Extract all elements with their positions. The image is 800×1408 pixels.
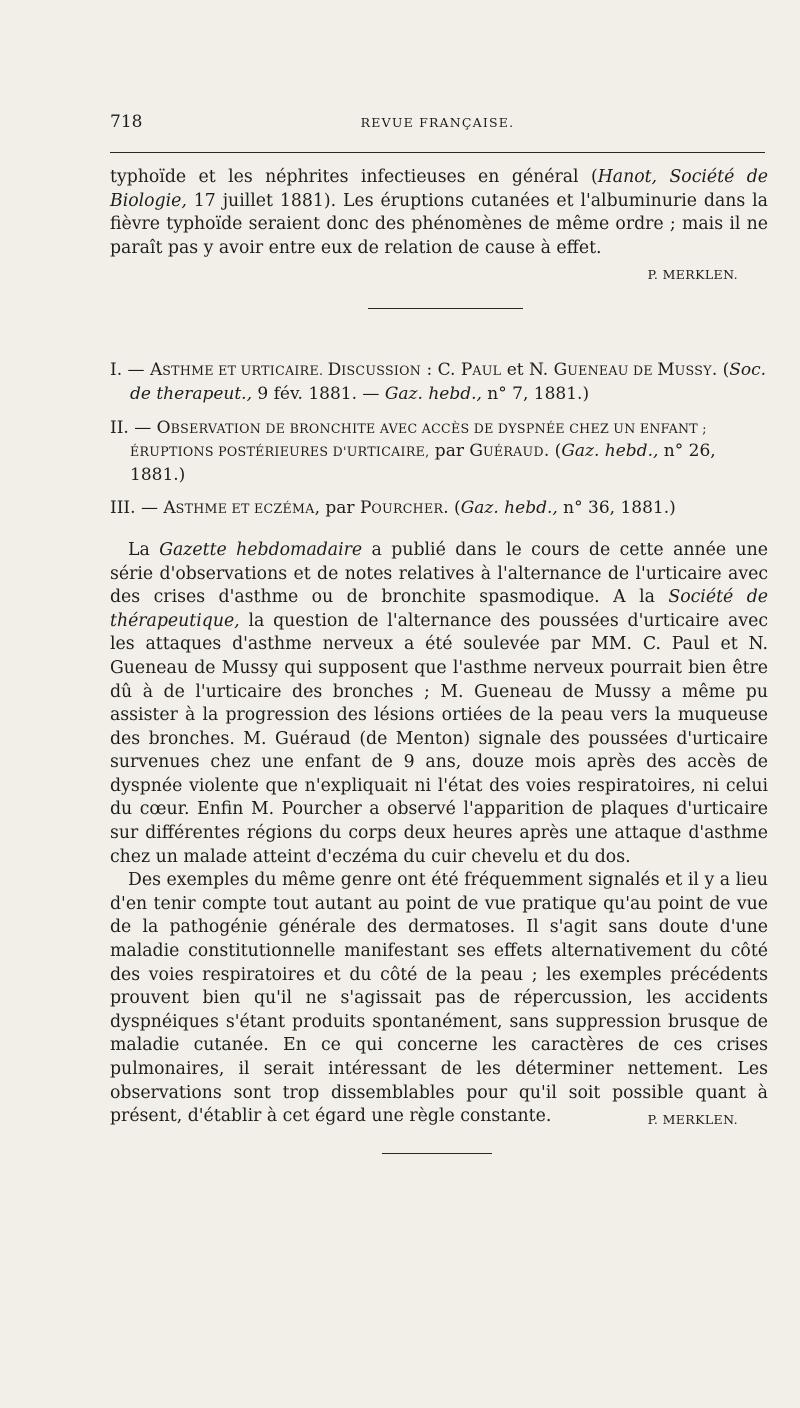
article-body	[110, 166, 768, 1154]
signature-1: P. MERKLEN.	[647, 267, 738, 283]
ref-1-o: 9 fév. 1881. —	[251, 383, 385, 404]
paragraph-3	[110, 869, 768, 1129]
ref-1-p: Gaz. hebd.,	[384, 383, 482, 404]
ref-3-h: n° 36, 1881.)	[557, 498, 676, 519]
ref-1-q: n° 7, 1881.)	[481, 383, 590, 404]
p1-text-2: 17 juillet 1881). Les éruptions cutanées et l'albuminurie dans la fièvre typhoïde seraient donc des phénomènes de même ordre ; mais il ne paraît pas y avoir entre eux de relation de cause à effet.	[110, 190, 768, 258]
ref-1-g: AUL	[472, 363, 502, 379]
ref-3-e: OURCHER	[371, 501, 444, 517]
ref-1-n: Soc. de therapeut.,	[130, 360, 767, 404]
ref-3-b: STHME ET ECZÉMA	[175, 501, 315, 517]
ref-2-d: G	[469, 441, 483, 462]
reference-list	[110, 359, 768, 521]
ref-1-c: D	[327, 360, 342, 381]
ref-3-a: A	[163, 498, 176, 519]
ref-1-a: A	[149, 360, 163, 381]
p2-journal-title: Gazette hebdomadaire	[159, 539, 363, 560]
reference-2	[110, 417, 768, 488]
ref-1-m: . (	[711, 360, 730, 381]
ref-1-number: I. —	[110, 360, 150, 381]
ref-1-h: et N.	[501, 360, 554, 381]
ref-2-e: UÉRAUD	[482, 444, 544, 460]
header-rule	[110, 152, 765, 153]
ref-1-l: USSY	[674, 363, 712, 379]
ref-2-number: II. —	[110, 417, 157, 438]
ref-3-c: , par	[314, 498, 360, 519]
ref-3-g: Gaz. hebd.,	[460, 498, 558, 519]
ref-2-c: par	[429, 441, 470, 462]
p1-citation: Hanot, Société de Biologie,	[110, 167, 768, 211]
reference-3	[110, 497, 768, 521]
p2-text-3: la question de l'alternance des poussées d'urticaire avec les attaques d'asthme nerveux a été soulevée par MM. C. Paul et N. Gueneau de Mussy qui supposent que l'asthme nerveux pourrait bien être dû à de l'urticaire des bronches ; M. Gueneau de Mussy a même pu assister à la progression des lésions ortiées de la peau vers la muqueuse des bronches. M. Guéraud (de Menton) signale des poussées d'urticaire survenues chez une enfant de 9 ans, douze mois après des accès de dyspnée violente que n'expliquait ni l'état des voies respiratoires, ni celui du cœur. Enfin M. Pourcher a observé l'apparition de plaques d'urticaire sur différentes régions du corps deux heures après une attaque d'asthme chez un malade atteint d'eczéma du cuir chevelu et du dos.	[110, 610, 768, 867]
ref-2-a: O	[156, 417, 171, 438]
ref-2-h: n° 26, 1881.)	[130, 441, 716, 485]
ref-1-k: M	[657, 360, 675, 381]
end-rule	[382, 1153, 492, 1154]
paragraph-2	[110, 539, 768, 869]
section-divider	[368, 308, 523, 309]
running-title: REVUE FRANÇAISE.	[360, 115, 515, 130]
ref-2-f: . (	[543, 441, 562, 462]
page-header	[110, 112, 765, 136]
ref-1-f: P	[460, 360, 473, 381]
reference-1	[110, 359, 768, 406]
ref-3-d: P	[359, 498, 372, 519]
p3-text: Des exemples du même genre ont été fréquemment signalés et il y a lieu d'en tenir compte tout autant au point de vue pratique qu'au point de vue de la pathogénie générale des dermatoses. Il s'agit sans doute d'une maladie constitutionnelle manifestant ses effets alternativement du côté des voies respiratoires et du côté de la peau ; les exemples précédents prouvent bien qu'il ne s'agissait pas de répercussion, les accidents dyspnéiques s'étant produits spontanément, sans suppression brusque de maladie cutanée. En ce qui concerne les caractères de ces crises pulmonaires, il serait intéressant de les déterminer nettement. Les observations sont trop dissemblables pour qu'il soit possible quant à présent, d'établir à cet égard une règle constante.	[110, 870, 768, 1127]
signature-2: P. MERKLEN.	[647, 1112, 738, 1128]
ref-1-d: ISCUSSION	[341, 363, 422, 379]
p2-text-2: a publié dans le cours de cette année une série d'observations et de notes relatives à l'alternance de l'urticaire avec des crises d'asthme ou de bronchite spasmodique. A la	[110, 539, 768, 608]
p2-text-1: La	[128, 539, 160, 560]
ref-1-e: : C.	[421, 360, 461, 381]
ref-2-b: BSERVATION DE BRONCHITE AVEC ACCÈS DE DYSPNÉE CHEZ UN ENFANT ; ÉRUPTIONS POSTÉRIEURES D'URTICAIRE,	[130, 420, 707, 460]
ref-1-b: STHME ET URTICAIRE.	[162, 363, 328, 379]
p2-society-title: Société de thérapeutique,	[110, 587, 768, 631]
ref-1-j: UENEAU DE	[567, 363, 658, 379]
paragraph-1	[110, 166, 768, 260]
ref-2-g: Gaz. hebd.,	[561, 441, 659, 462]
ref-3-f: . (	[443, 498, 461, 519]
ref-3-number: III. —	[110, 498, 164, 519]
page-number: 718	[110, 112, 143, 132]
p1-text-1: typhoïde et les néphrites infectieuses en général (	[110, 167, 598, 187]
ref-1-i: G	[553, 360, 568, 381]
